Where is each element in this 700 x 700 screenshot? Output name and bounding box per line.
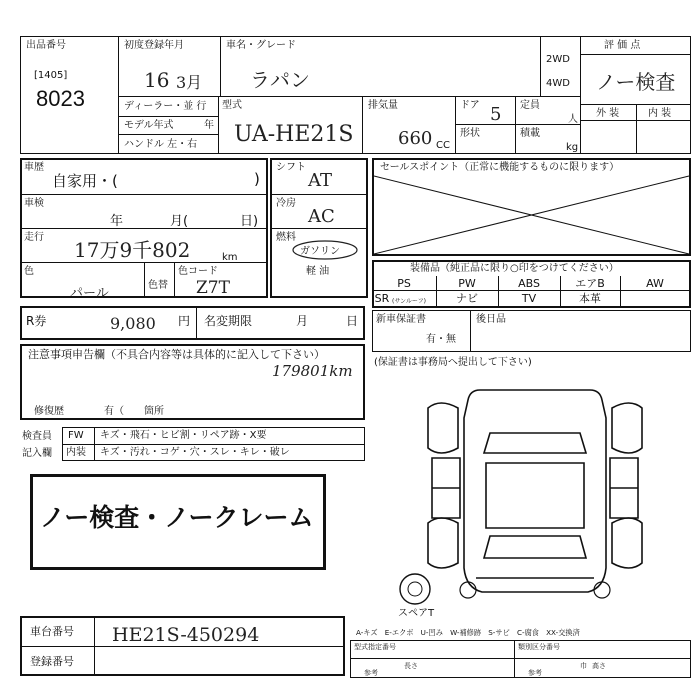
inspector-interior: 内装 [66,447,86,458]
inspection-label: 車検 [24,198,44,209]
lot-number: 8023 [36,86,85,111]
class-cert-label: 類別区分番号 [518,643,560,651]
equip-navi: ナビ [456,292,478,305]
equip-pw: PW [458,277,476,290]
length-label: 長さ [404,662,418,670]
equip-ps: PS [397,277,411,290]
recycle-frame [20,306,365,340]
warranty-label: 新車保証書 [376,314,426,325]
fuel-label: 燃料 [276,232,296,243]
notes-mileage: 179801km [272,362,353,380]
warranty-has: 有・無 [426,334,456,345]
recycle-label: R券 [26,314,47,328]
chassis-label: 車台番号 [30,625,74,638]
color-tone-label: 色替 [148,280,168,291]
shift-value: AT [308,170,333,191]
load-label: 積載 [520,128,540,139]
handle-label: ハンドル 左・右 [124,139,198,150]
title-deadline-month: 月 [296,314,309,328]
inspection-month: 月( [170,214,189,229]
lot-code: [1405] [34,70,68,81]
first-reg-label: 初度登録年月 [124,40,184,51]
equip-leather: 本革 [579,292,601,305]
class-cert-ref: 参考 [528,669,542,677]
mileage-label: 走行 [24,232,44,243]
fuel-gasoline: ガソリン [300,246,340,257]
drive-4wd: 4WD [546,78,570,89]
type-label: 型式 [222,100,242,111]
history-close: ) [254,170,260,188]
color-label: 色 [24,266,34,277]
type-cert-ref: 参考 [364,669,378,677]
title-deadline-day: 日 [346,314,359,328]
spare-tire-icon [398,572,432,606]
mileage-value: 17万9千802 [74,238,191,262]
recycle-value: 9,080 [110,314,156,333]
shift-label: シフト [276,162,306,173]
first-reg-year: 16 [144,68,170,92]
shape-label: 形状 [460,128,480,139]
inspector-label-2: 記入欄 [22,448,52,459]
aircon-label: 冷房 [276,198,296,209]
fuel-light-oil: 軽 油 [306,266,330,277]
gasoline-circle [290,240,360,260]
history-label: 車歴 [24,162,44,173]
inspector-fw: FW [68,430,84,441]
damage-legend: A-キズ E-エクボ U-凹み W-補修跡 S-サビ C-腐食 XX-交換済 [356,628,580,637]
car-name: ラパン [250,68,310,92]
mileage-unit: km [222,252,238,263]
color-code-value: Z7T [196,278,230,298]
width-label: 巾 [580,662,587,670]
first-reg-month: 3月 [176,73,203,92]
type-value: UA-HE21S [234,122,354,147]
equip-aw: AW [646,277,664,290]
warranty-note: (保証書は事務局へ提出して下さい) [374,357,532,368]
equip-airbag: エアB [575,277,605,290]
displacement-value: 660 [398,128,433,149]
car-diagram [420,378,650,603]
repair-label: 修復歴 [34,406,64,417]
height-label: 高さ [592,662,606,670]
equip-sr: SR [374,292,390,305]
model-year-unit: 年 [204,120,214,131]
title-deadline-label: 名変期限 [204,314,253,328]
exterior-label: 外 装 [596,108,620,119]
name-grade-label: 車名・グレード [226,40,296,51]
capacity-unit: 人 [568,114,578,125]
dealer-label: ディーラー・並 行 [124,101,207,112]
recycle-unit: 円 [178,314,191,328]
door-label: ドア [460,100,480,111]
inspector-label-1: 検査員 [22,431,52,442]
chassis-value: HE21S-450294 [112,624,260,646]
notes-label: 注意事項申告欄（不具合内容等は具体的に記入して下さい） [28,348,325,361]
door-value: 5 [490,104,502,125]
displacement-label: 排気量 [368,100,398,111]
load-unit: kg [566,142,579,153]
inspector-interior-text: キズ・汚れ・コゲ・穴・スレ・キレ・破レ [100,447,290,458]
model-year-label: モデル年式 [124,120,174,131]
color-value: パール [70,286,109,301]
equip-tv: TV [521,292,537,305]
type-cert-label: 型式指定番号 [354,643,396,651]
repair-value: 有（ 箇所 [104,406,164,417]
inspection-year: 年 [110,214,124,229]
eval-label: 評 価 点 [604,40,641,51]
inspector-fw-text: キズ・飛石・ヒビ割・リペア跡・X要 [100,430,267,441]
equip-abs: ABS [518,277,540,290]
history-value: 自家用・( [52,172,118,190]
inspection-day: 日) [240,214,259,229]
sales-point-label: セールスポイント（正常に機能するものに限ります） [380,162,620,173]
lot-number-label: 出品番号 [26,40,66,51]
displacement-unit: CC [436,140,450,151]
spare-label: スペアT [398,608,435,619]
equip-sr-sub: (サンルーフ) [392,298,426,305]
interior-label: 内 装 [648,108,672,119]
equipment-label: 装備品（純正品に限り○印をつけてください） [410,263,619,274]
stamp-text: ノー検査・ノークレーム [40,504,314,532]
registration-label: 登録番号 [30,655,74,668]
color-code-label: 色コード [178,266,218,277]
sales-point-cross [374,176,689,254]
drive-2wd: 2WD [546,54,570,65]
warranty-later-label: 後日品 [476,314,506,325]
eval-value: ノー検査 [596,70,676,94]
aircon-value: AC [308,206,335,227]
capacity-label: 定員 [520,100,540,111]
